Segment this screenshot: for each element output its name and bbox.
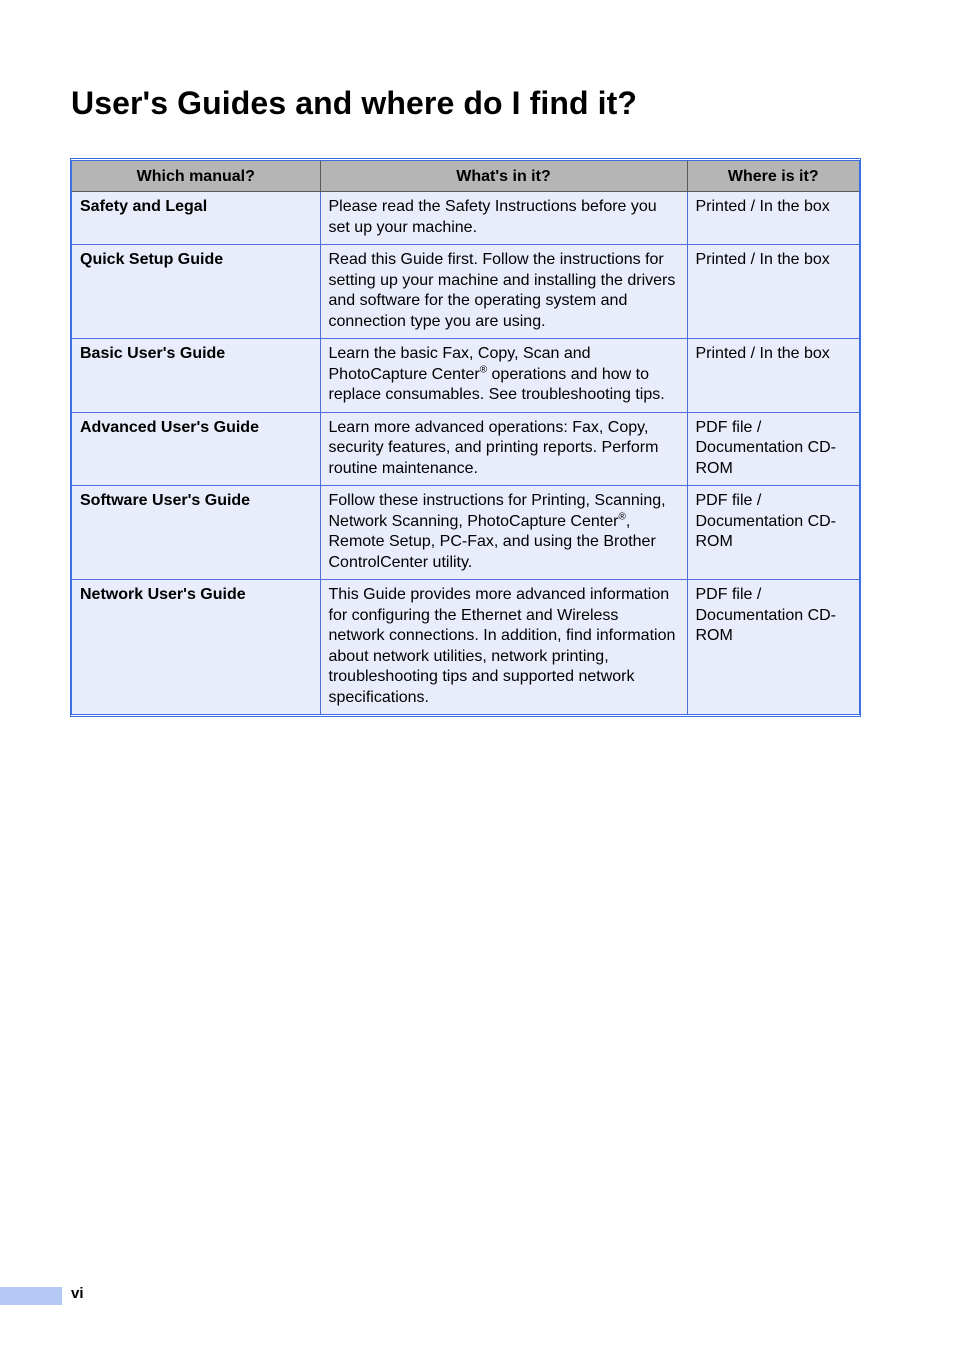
table-row <box>72 339 859 413</box>
manual-description: Learn more advanced operations: Fax, Copy, security features, and printing reports. Perform routine maintenance. <box>320 412 687 486</box>
manual-location: PDF file / Documentation CD-ROM <box>687 412 859 486</box>
header-whats-in-it: What's in it? <box>320 161 687 192</box>
manual-description: Read this Guide first. Follow the instructions for setting up your machine and installing the drivers and software for the operating system and connection type you are using. <box>320 245 687 339</box>
table-row <box>72 486 859 580</box>
manual-name: Basic User's Guide <box>72 339 320 413</box>
table-row <box>72 245 859 339</box>
manual-location: Printed / In the box <box>687 192 859 245</box>
manual-location: Printed / In the box <box>687 339 859 413</box>
description-text: Follow these instructions for Printing, Scanning, Network Scanning, PhotoCapture Center <box>328 492 666 530</box>
manual-name: Advanced User's Guide <box>72 412 320 486</box>
manual-location: Printed / In the box <box>687 245 859 339</box>
page-title: User's Guides and where do I find it? <box>71 85 638 121</box>
manual-name: Network User's Guide <box>72 580 320 715</box>
description-text: , Remote Setup, PC-Fax, and using the Brother ControlCenter utility. <box>328 512 656 571</box>
registered-mark: ® <box>479 364 488 376</box>
table-header-row <box>72 161 859 192</box>
registered-mark: ® <box>618 511 626 523</box>
header-which-manual: Which manual? <box>72 161 320 192</box>
page-number: vi <box>71 1285 84 1302</box>
manual-description: Please read the Safety Instructions before you set up your machine. <box>320 192 687 245</box>
description-text: Learn the basic Fax, Copy, Scan and PhotoCapture Center <box>328 345 591 383</box>
header-where-is-it: Where is it? <box>687 161 859 192</box>
manual-name: Software User's Guide <box>72 486 320 580</box>
manual-name: Quick Setup Guide <box>72 245 320 339</box>
table-row <box>72 412 859 486</box>
table-row <box>72 580 859 715</box>
manual-location: PDF file / Documentation CD-ROM <box>687 486 859 580</box>
manual-location: PDF file / Documentation CD-ROM <box>687 580 859 715</box>
footer-accent-bar <box>0 1287 62 1305</box>
manual-description: This Guide provides more advanced information for configuring the Ethernet and Wireless network connections. In addition, find information about network utilities, network printing, troubleshooting tips and supported network specifications. <box>320 580 687 715</box>
manual-name: Safety and Legal <box>72 192 320 245</box>
table-row <box>72 192 859 245</box>
manual-description <box>320 339 687 413</box>
manual-description <box>320 486 687 580</box>
description-text: operations and how to replace consumables. See troubleshooting tips. <box>328 365 665 403</box>
guides-table <box>70 158 861 717</box>
